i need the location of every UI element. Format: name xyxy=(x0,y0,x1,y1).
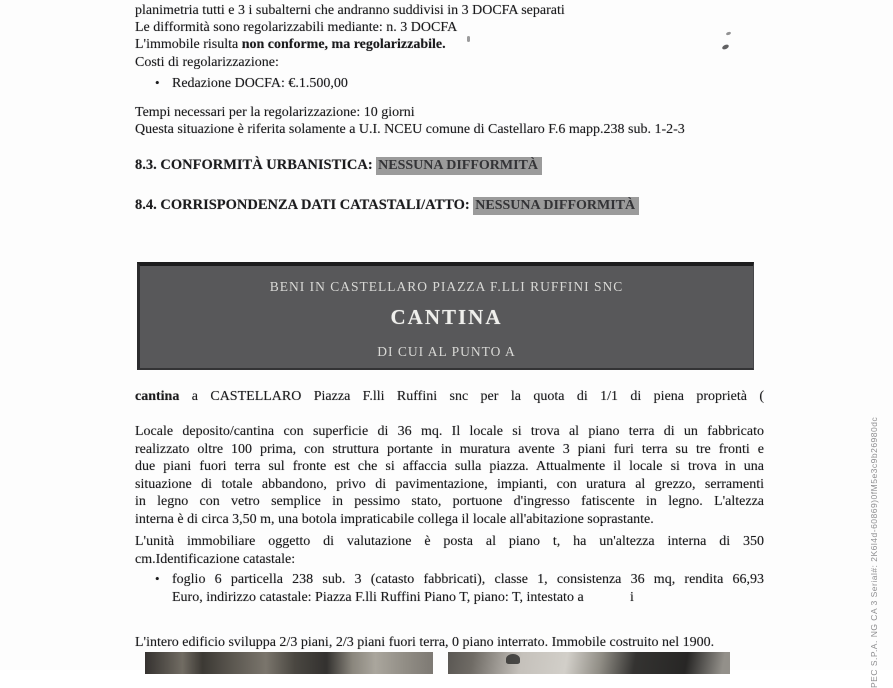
photo-thumbnail-right xyxy=(448,652,730,674)
photo-thumbnail-left xyxy=(145,652,433,674)
bullet-redazione-text: Redazione DOCFA: €.1.500,00 xyxy=(172,76,348,91)
banner-subtitle-bottom: DI CUI AL PUNTO A xyxy=(377,344,516,359)
cantina-bold-word: cantina xyxy=(135,389,180,404)
certificate-serial-vertical-text: PEC S.P.A. NG CA 3 Serial#: 2K6l4d-60869)0fM5e3c9b26980dc xyxy=(869,416,879,688)
section-8-4-label: 8.4. CORRISPONDENZA DATI CATASTALI/ATTO: xyxy=(135,197,470,213)
banner-title: CANTINA xyxy=(390,305,503,329)
scan-artifact xyxy=(467,36,470,42)
line-unita-2: cm.Identificazione catastale: xyxy=(135,552,296,567)
line-difformita: Le difformità sono regolarizzabili mediante: n. 3 DOCFA xyxy=(135,20,458,35)
line-immobile-risulta xyxy=(135,36,764,54)
bullet-redazione-docfa xyxy=(135,75,764,93)
line-edificio: L'intero edificio sviluppa 2/3 piani, 2/3 piani fuori terra, 0 piano interrato. Immobile costruito nel 1900. xyxy=(135,635,715,650)
line-costi: Costi di regolarizzazione: xyxy=(135,55,279,70)
section-8-3-label: 8.3. CONFORMITÀ URBANISTICA: xyxy=(135,157,373,173)
line-euro-indirizzo xyxy=(135,589,764,607)
section-8-4-highlight-value: NESSUNA DIFFORMITÀ xyxy=(473,197,639,215)
conformita-bold-text: non conforme, ma regolarizzabile. xyxy=(241,37,446,52)
bullet-icon: • xyxy=(155,75,160,90)
description-line: interna è di circa 3,50 m, una botola impraticabile collega il locale all'abitazione soprastante. xyxy=(135,512,654,527)
line-planimetria: planimetria tutti e 3 i subalterni che andranno suddivisi in 3 DOCFA separati xyxy=(135,3,565,18)
description-line: due piani fuori terra sul fronte est che si affaccia sulla piazza. Attualmente il locale si trova in una xyxy=(135,459,764,474)
description-line: realizzato oltre 100 prima, con struttura portante in muratura avente 3 piani furi terra su tre fronti e xyxy=(135,442,764,457)
section-8-3 xyxy=(135,156,764,175)
description-line: situazione di totale abbandono, privo di pavimentazione, impianti, con uratura al grezzo, serramenti xyxy=(135,477,764,492)
line-unita-1: L'unità immobiliare oggetto di valutazione è posta al piano t, ha un'altezza interna di 350 xyxy=(135,534,764,549)
conformita-normal-text: L'immobile risulta xyxy=(135,37,242,52)
line-tempi: Tempi necessari per la regolarizzazione: 10 giorni xyxy=(135,105,415,120)
section-8-3-highlight-value: NESSUNA DIFFORMITÀ xyxy=(376,157,542,175)
section-8-4 xyxy=(135,196,764,215)
euro-line-right-char: i xyxy=(630,590,634,605)
description-line: in legno con vetro semplice in pessimo stato, portuone d'ingresso fatiscente in legno. L'altezza xyxy=(135,494,764,509)
description-line: Locale deposito/cantina con superficie di 36 mq. Il locale si trova al piano terra di un fabbricato xyxy=(135,424,764,439)
section-banner xyxy=(137,262,754,370)
bullet-foglio-text: foglio 6 particella 238 sub. 3 (catasto fabbricati), classe 1, consistenza 36 mq, rendita 66,93 xyxy=(172,572,764,587)
euro-indirizzo-text: Euro, indirizzo catastale: Piazza F.lli Ruffini Piano T, piano: T, intestato a xyxy=(172,590,584,605)
banner-subtitle-top: BENI IN CASTELLARO PIAZZA F.LLI RUFFINI SNC xyxy=(269,279,624,294)
line-situazione: Questa situazione è riferita solamente a U.I. NCEU comune di Castellaro F.6 mapp.238 sub. 1-2-3 xyxy=(135,122,685,137)
bullet-icon: • xyxy=(155,571,160,586)
line-cantina-intro xyxy=(135,388,764,406)
cantina-rest-text: a CASTELLARO Piazza F.lli Ruffini snc per la quota di 1/1 di piena proprietà ( xyxy=(179,389,764,404)
bullet-foglio xyxy=(135,571,764,589)
